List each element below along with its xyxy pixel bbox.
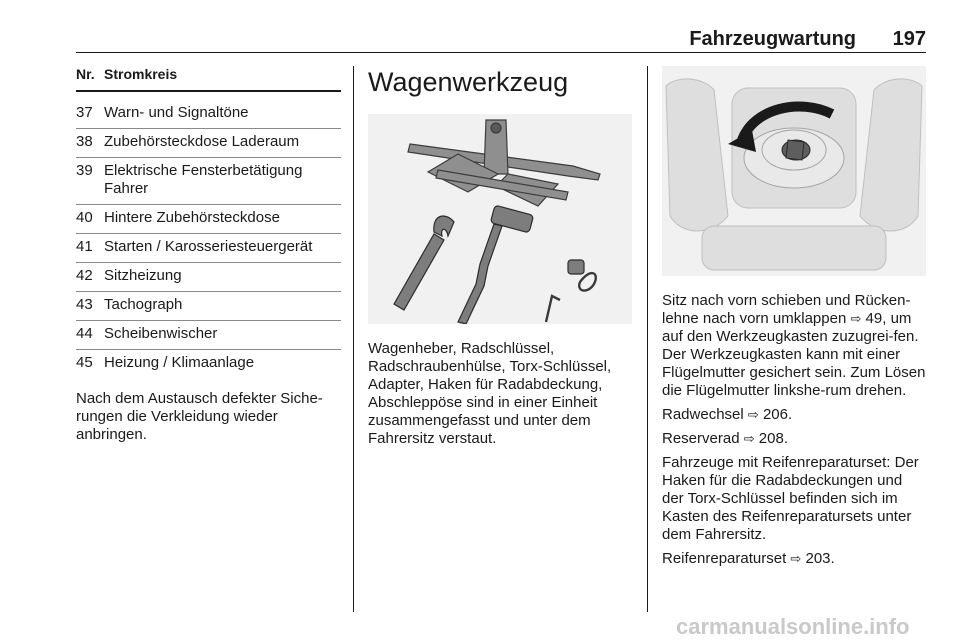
row-number: 37: [76, 104, 93, 121]
section-title: Wagenwerkzeug: [368, 67, 569, 97]
row-number: 38: [76, 133, 93, 150]
toolbox-wingnut-illustration: [662, 66, 926, 276]
table-row: [76, 234, 341, 263]
paragraph-text: Radwechsel: [662, 406, 744, 423]
column-divider: [647, 66, 648, 612]
tools-column: [368, 66, 634, 448]
row-text: Hintere Zubehörsteckdose: [104, 209, 280, 226]
paragraph-text: , um auf den Werkzeugkasten zuzugrei-fen. Der Werkzeugkasten kann mit einer Flügelmutter gesichert sein. Zum Lösen die Flügelmutter linkshe-rum drehen.: [662, 310, 926, 399]
row-number: 44: [76, 325, 93, 342]
seat-toolbox-image: [662, 66, 926, 276]
paragraph-repair-kit: Reifenreparaturset ⇨ 203.: [662, 550, 835, 567]
paragraph-text: Sitz nach vorn schieben und Rücken-lehne nach vorn umklappen: [662, 292, 911, 327]
page-reference: 203: [805, 550, 831, 567]
row-text: Zubehörsteckdose Laderaum: [104, 133, 300, 150]
table-row: [76, 158, 341, 205]
paragraph-text: Reserverad: [662, 430, 740, 447]
table-row: [76, 129, 341, 158]
table-row: [76, 263, 341, 292]
table-row: [76, 292, 341, 321]
page-reference: 208: [758, 430, 784, 447]
jack-and-tools-image: [368, 114, 632, 324]
paragraph-repair-kit-vehicles: Fahrzeuge mit Reifenreparaturset: Der Haken für die Radabdeckungen und der Torx-Schlüssel befinden sich im Kasten des Reifenreparatursets unter dem Fahrersitz.: [662, 454, 919, 543]
table-row: [76, 205, 341, 234]
page-reference: 206: [762, 406, 788, 423]
watermark: carmanualsonline.info: [676, 614, 910, 639]
fuse-note: Nach dem Austausch defekter Siche-rungen die Verkleidung wieder anbringen.: [76, 390, 323, 443]
paragraph-text: Reifenreparaturset: [662, 550, 787, 567]
fuse-table-header: [76, 66, 341, 92]
row-number: 40: [76, 209, 93, 226]
row-text: Warn- und Signaltöne: [104, 104, 249, 121]
figure-caption: Wagenheber, Radschlüssel, Radschraubenhülse, Torx-Schlüssel, Adapter, Haken für Radabdeckung, Abschleppöse sind in einer Einheit zusammengefasst und unter dem Fahrersitz verstaut.: [368, 340, 612, 447]
row-text: Scheibenwischer: [104, 325, 218, 342]
page-reference-arrow-icon: ⇨: [850, 311, 862, 326]
row-text: Heizung / Klimaanlage: [104, 354, 255, 371]
paragraph-wheel-change: Radwechsel ⇨ 206.: [662, 406, 793, 423]
row-text: Starten / Karosseriesteuergerät: [104, 238, 313, 255]
row-number: 39: [76, 162, 93, 179]
instructions-column: [662, 66, 926, 574]
column-divider: [353, 66, 354, 612]
table-row: [76, 321, 341, 350]
row-text: Tachograph: [104, 296, 183, 313]
page-reference-arrow-icon: ⇨: [790, 551, 802, 566]
row-text: Elektrische Fensterbetätigung Fahrer: [104, 162, 303, 197]
chapter-title: Fahrzeugwartung: [689, 28, 856, 50]
paragraph-seat-instructions: [662, 292, 926, 400]
table-row: [76, 350, 341, 378]
page-number: 197: [892, 28, 926, 50]
page-header: [76, 28, 926, 53]
vehicle-tools-illustration: [368, 114, 632, 324]
paragraph-spare-wheel: Reserverad ⇨ 208.: [662, 430, 788, 447]
column-header-nr: Nr.: [76, 66, 95, 82]
fuse-table-column: [76, 66, 341, 444]
row-number: 41: [76, 238, 93, 255]
row-number: 45: [76, 354, 93, 371]
page-reference: 49: [865, 310, 883, 327]
page-reference-arrow-icon: ⇨: [743, 431, 755, 446]
table-row: [76, 100, 341, 129]
page-reference-arrow-icon: ⇨: [747, 407, 759, 422]
row-number: 43: [76, 296, 93, 313]
column-header-circuit: Stromkreis: [104, 66, 178, 82]
fuse-table-body: [76, 100, 341, 378]
row-text: Sitzheizung: [104, 267, 182, 284]
row-number: 42: [76, 267, 93, 284]
